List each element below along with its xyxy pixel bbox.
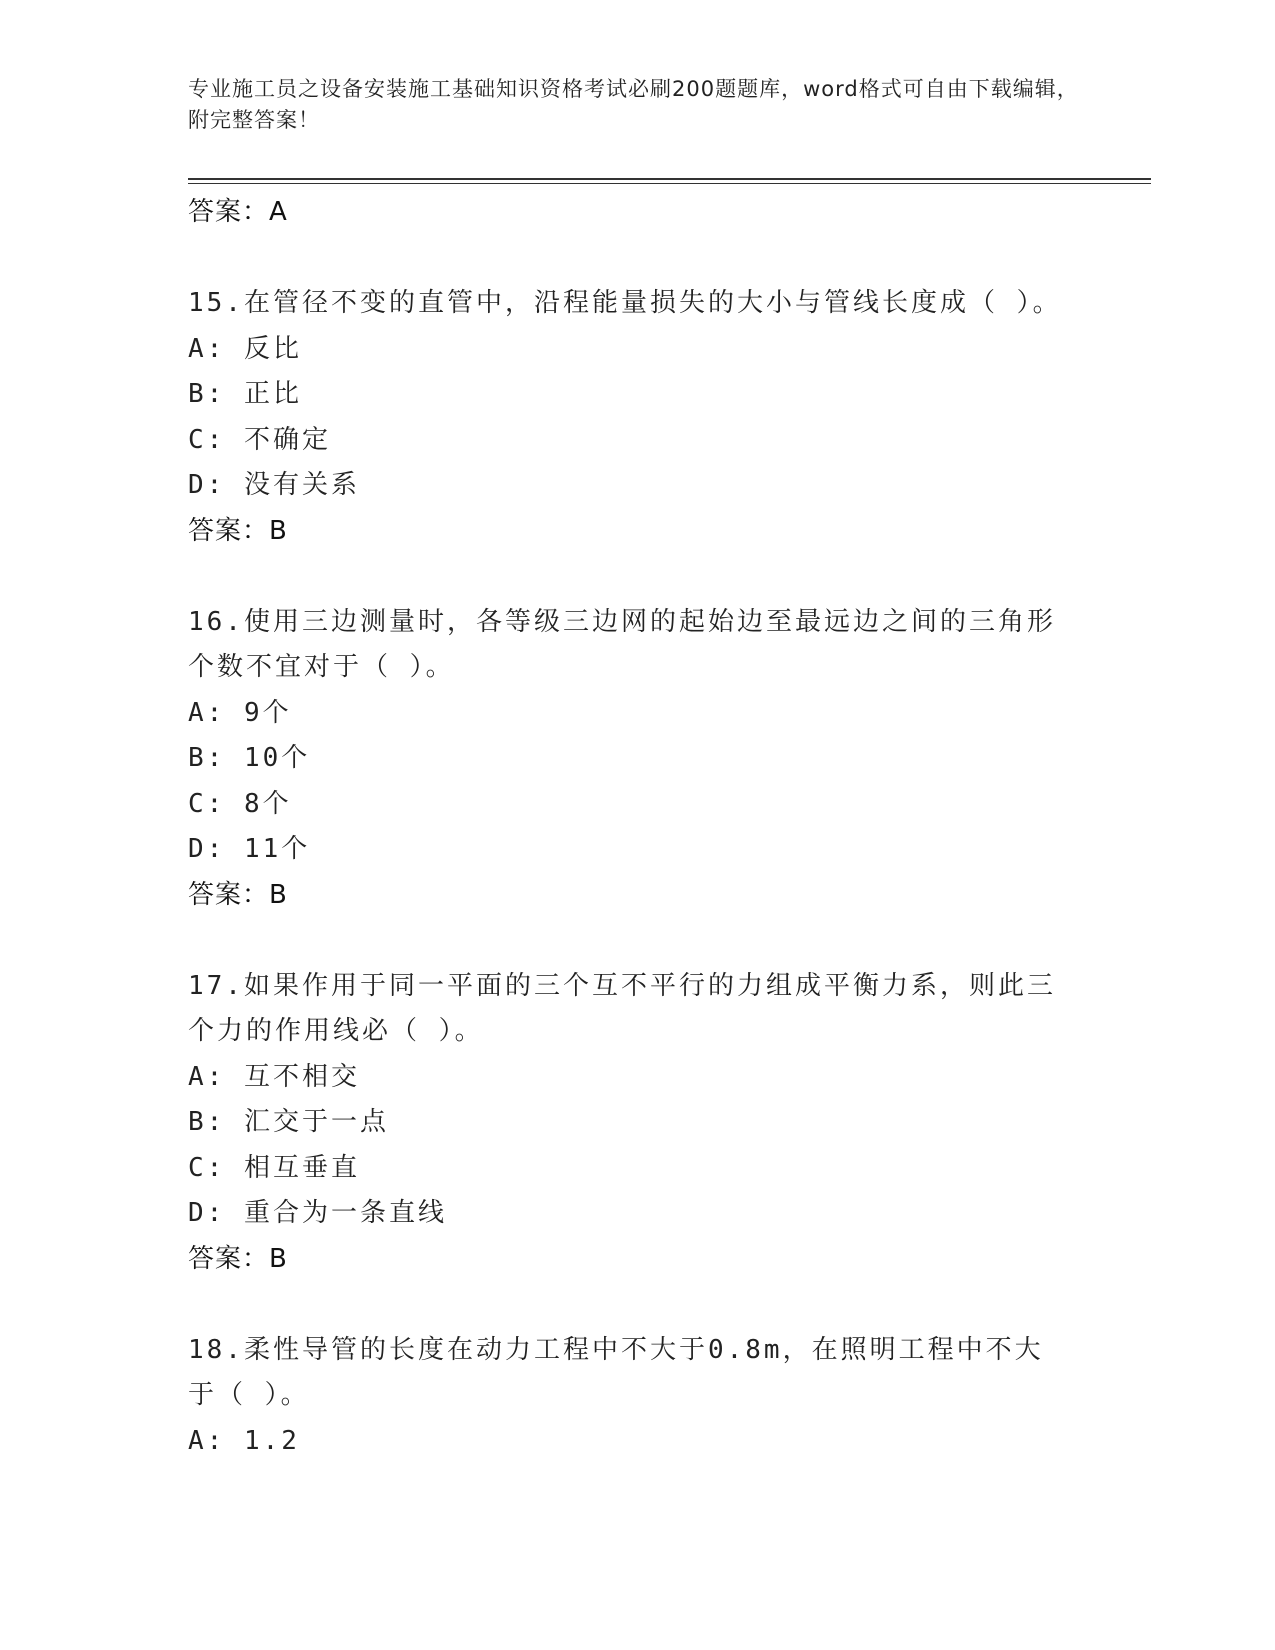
option-d: D: 11个: [188, 834, 311, 864]
option-d: D: 没有关系: [188, 470, 360, 500]
question-text: 18.柔性导管的长度在动力工程中不大于0.8m，在照明工程中不大于（ ）。: [188, 1334, 1044, 1410]
answer: 答案：B: [188, 515, 288, 546]
question-17: [188, 964, 1088, 1283]
document-body: [188, 190, 1088, 1464]
option-a: A: 反比: [188, 333, 302, 364]
question-18: [188, 1328, 1088, 1465]
question-text: 15.在管径不变的直管中，沿程能量损失的大小与管线长度成（ ）。: [188, 288, 1062, 318]
header-divider-thin: [188, 183, 1151, 184]
question-15: [188, 281, 1088, 554]
document-header: 专业施工员之设备安装施工基础知识资格考试必刷200题题库，word格式可自由下载编辑，附完整答案！: [188, 77, 1079, 132]
option-a: A: 9个: [188, 697, 292, 728]
header-divider-thick: [188, 178, 1151, 180]
option-b: B: 汇交于一点: [188, 1107, 389, 1137]
option-c: C: 不确定: [188, 424, 331, 455]
question-text: 17.如果作用于同一平面的三个互不平行的力组成平衡力系，则此三个力的作用线必（ ）。: [188, 970, 1056, 1046]
option-b: B: 正比: [188, 379, 302, 409]
previous-answer: 答案：A: [188, 197, 288, 227]
option-a: A: 互不相交: [188, 1061, 360, 1092]
answer: 答案：B: [188, 879, 288, 910]
answer: 答案：B: [188, 1243, 288, 1274]
option-c: C: 相互垂直: [188, 1152, 360, 1183]
option-a: A: 1.2: [188, 1425, 300, 1456]
option-d: D: 重合为一条直线: [188, 1198, 447, 1228]
option-c: C: 8个: [188, 788, 292, 819]
question-text: 16.使用三边测量时，各等级三边网的起始边至最远边之间的三角形个数不宜对于（ ）。: [188, 606, 1056, 682]
option-b: B: 10个: [188, 743, 311, 773]
question-16: [188, 600, 1088, 919]
